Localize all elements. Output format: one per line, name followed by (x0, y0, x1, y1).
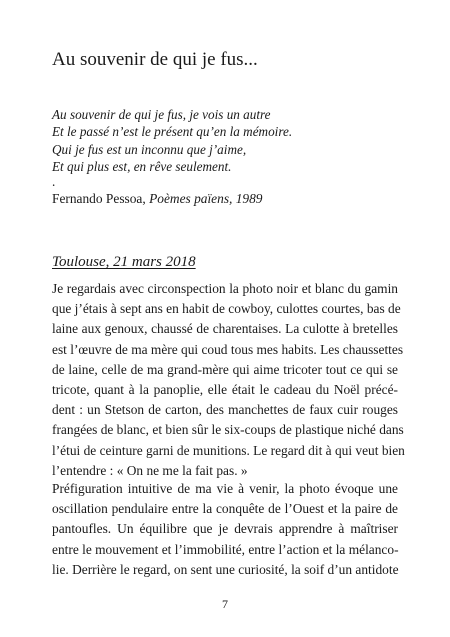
paragraph-line: pantoufles. Un équilibre que je devrais apprendre à maîtriser (52, 521, 398, 537)
paragraph-line: Je regardais avec circonspection la photo noir et blanc du gamin (52, 281, 398, 296)
paragraph-line: de laine, celle de ma grand-mère qui aime tricoter tout ce qui se (52, 361, 398, 377)
entry-date-heading: Toulouse, 21 mars 2018 (52, 254, 196, 270)
paragraph-line: frangées de blanc, et bien sûr le six-coups de plastique niché dans (52, 422, 404, 438)
epigraph (52, 106, 412, 209)
body-paragraph (52, 479, 398, 580)
paragraph-line: lie. Derrière le regard, on sent une curiosité, la soif d’un antidote (52, 561, 399, 577)
page-number: 7 (222, 597, 228, 611)
epigraph-attribution (52, 189, 412, 209)
paragraph-line: l’étui de ceinture garni de munitions. Le regard dit à qui veut bien (52, 442, 405, 458)
body-paragraph (52, 279, 405, 481)
epigraph-work: Poèmes païens, 1989 (149, 191, 263, 207)
epigraph-author: Fernando Pessoa, (52, 191, 150, 207)
paragraph-line: que j’étais à sept ans en habit de cowboy, culottes courtes, bas de (52, 301, 401, 317)
epigraph-line: Et le passé n’est le présent qu’en la mémoire. (52, 124, 293, 140)
paragraph-line: entre le mouvement et l’immobilité, entre l’action et la mélanco- (52, 541, 399, 557)
paragraph-line: oscillation pendulaire entre la conquête de l’Ouest et la paire de (52, 501, 398, 517)
epigraph-line: Au souvenir de qui je fus, je vois un autre (52, 107, 271, 122)
paragraph-line: tricote, quant à la panoplie, elle était le cadeau du Noël précé- (52, 381, 398, 397)
epigraph-separator: . (52, 174, 56, 190)
paragraph-line: l’entendre : « On ne me la fait pas. » (52, 462, 248, 478)
chapter-title: Au souvenir de qui je fus... (52, 49, 258, 70)
paragraph-line: est l’œuvre de ma mère qui coud tous mes habits. Les chaussettes (52, 341, 404, 357)
epigraph-line: Et qui plus est, en rêve seulement. (52, 158, 232, 174)
paragraph-line: laine aux genoux, chaussé de charentaises. La culotte à bretelles (52, 321, 398, 337)
paragraph-line: Préfiguration intuitive de ma vie à venir, la photo évoque une (52, 481, 398, 496)
paragraph-line: dent : un Stetson de carton, des manchettes de faux cuir rouges (52, 402, 398, 418)
epigraph-line: Qui je fus est un inconnu que j’aime, (52, 141, 247, 157)
